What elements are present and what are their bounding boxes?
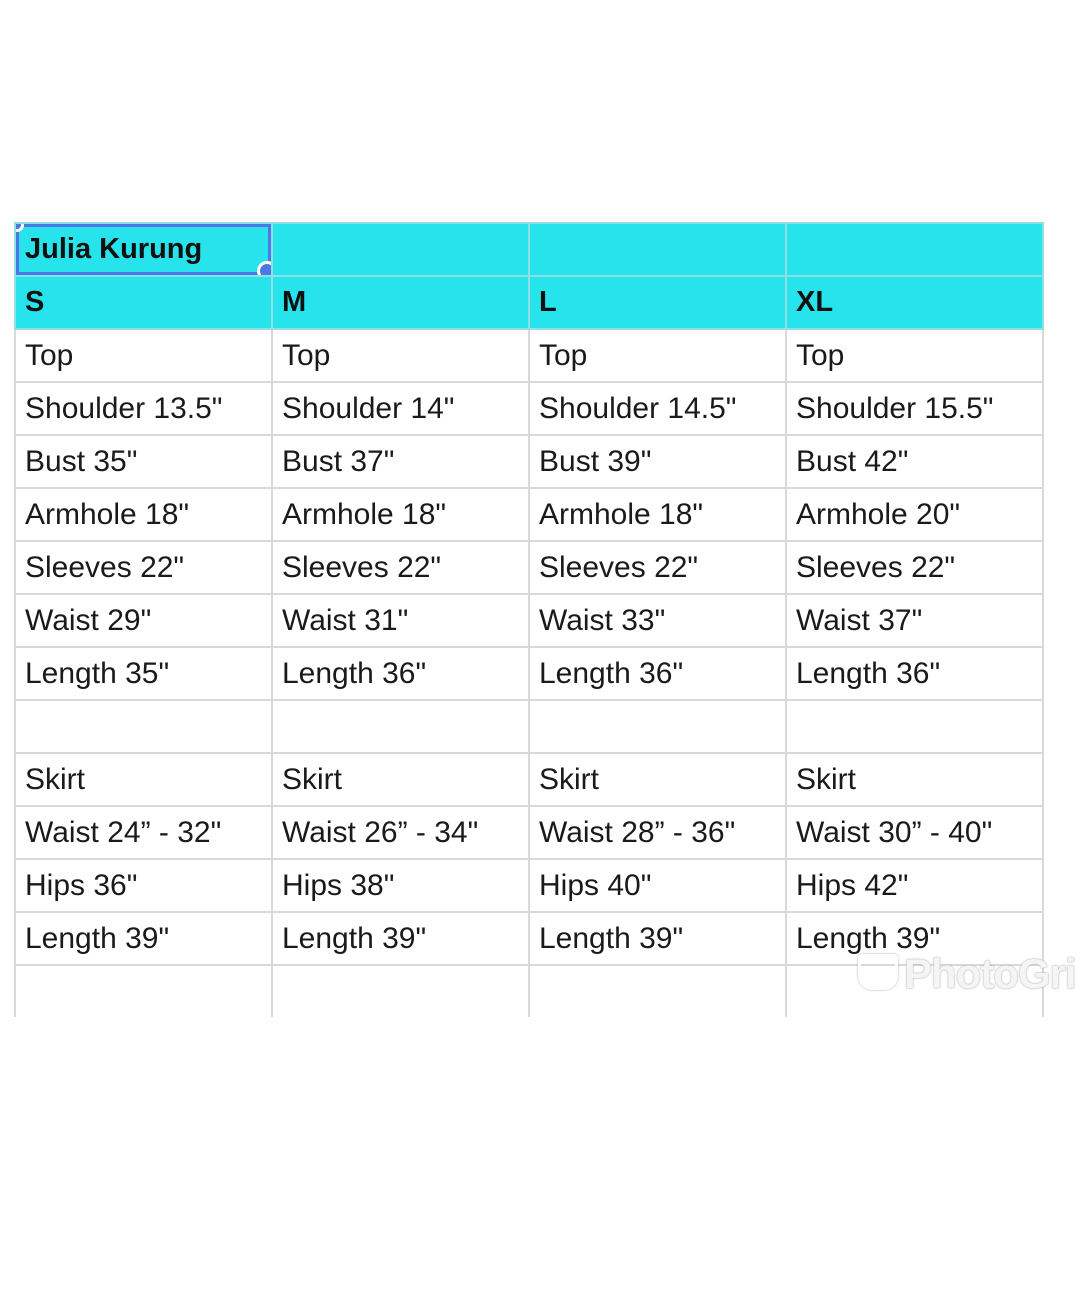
size-header-cell[interactable]: S [15, 276, 272, 329]
table-row [15, 594, 1043, 647]
table-cell[interactable]: Sleeves 22" [529, 541, 786, 594]
header-cell-empty[interactable] [786, 223, 1043, 276]
table-cell[interactable]: Length 39" [529, 912, 786, 965]
table-cell[interactable]: Waist 37" [786, 594, 1043, 647]
table-cell[interactable]: Waist 29" [15, 594, 272, 647]
table-row [15, 329, 1043, 382]
size-header-row [15, 276, 1043, 329]
table-cell[interactable] [272, 700, 529, 753]
title-row [15, 223, 1043, 276]
table-cell[interactable]: Bust 37" [272, 435, 529, 488]
table-row [15, 382, 1043, 435]
table-cell[interactable]: Skirt [15, 753, 272, 806]
table-cell[interactable] [786, 700, 1043, 753]
table-row [15, 806, 1043, 859]
table-cell[interactable]: Waist 33" [529, 594, 786, 647]
table-cell[interactable]: Sleeves 22" [15, 541, 272, 594]
table-cell[interactable]: Top [15, 329, 272, 382]
table-cell[interactable]: Armhole 18" [15, 488, 272, 541]
table-cell[interactable]: Bust 39" [529, 435, 786, 488]
table-cell[interactable]: Top [786, 329, 1043, 382]
table-cell[interactable]: Bust 35" [15, 435, 272, 488]
table-cell[interactable]: Shoulder 14.5" [529, 382, 786, 435]
table-cell[interactable]: Bust 42" [786, 435, 1043, 488]
selection-handle-end[interactable] [257, 261, 272, 276]
title-cell[interactable] [15, 223, 272, 276]
table-cell[interactable]: Length 36" [786, 647, 1043, 700]
selection-handle-start[interactable] [15, 223, 24, 232]
table-cell[interactable]: Shoulder 14" [272, 382, 529, 435]
table-row [15, 541, 1043, 594]
table-cell[interactable]: Waist 28” - 36" [529, 806, 786, 859]
table-cell[interactable]: Shoulder 15.5" [786, 382, 1043, 435]
size-header-cell[interactable]: XL [786, 276, 1043, 329]
table-cell[interactable]: Waist 26” - 34" [272, 806, 529, 859]
table-cell[interactable]: Armhole 18" [272, 488, 529, 541]
header-cell-empty[interactable] [529, 223, 786, 276]
table-cell[interactable]: Length 39" [272, 912, 529, 965]
table-cell[interactable] [272, 965, 529, 1017]
watermark [858, 950, 1076, 998]
table-cell[interactable]: Sleeves 22" [786, 541, 1043, 594]
table-cell[interactable]: Waist 24” - 32" [15, 806, 272, 859]
sheet-title: Julia Kurung [25, 233, 203, 265]
table-cell[interactable]: Shoulder 13.5" [15, 382, 272, 435]
table-cell[interactable]: Length 39" [786, 912, 1043, 965]
table-cell[interactable] [15, 700, 272, 753]
size-header-cell[interactable]: M [272, 276, 529, 329]
table-cell[interactable]: Hips 36" [15, 859, 272, 912]
table-row [15, 753, 1043, 806]
size-header-cell[interactable]: L [529, 276, 786, 329]
size-chart-sheet [14, 222, 1044, 1017]
table-row [15, 488, 1043, 541]
table-cell[interactable]: Sleeves 22" [272, 541, 529, 594]
table-cell[interactable]: Waist 31" [272, 594, 529, 647]
table-cell[interactable]: Length 36" [529, 647, 786, 700]
table-row [15, 859, 1043, 912]
table-cell[interactable]: Top [529, 329, 786, 382]
table-cell[interactable]: Waist 30” - 40" [786, 806, 1043, 859]
table-cell[interactable]: Skirt [786, 753, 1043, 806]
camera-icon [858, 954, 898, 990]
table-row [15, 700, 1043, 753]
table-cell[interactable] [529, 700, 786, 753]
header-cell-empty[interactable] [272, 223, 529, 276]
table-cell[interactable]: Length 36" [272, 647, 529, 700]
table-cell[interactable] [529, 965, 786, 1017]
table-cell[interactable]: Length 39" [15, 912, 272, 965]
table-cell[interactable]: Skirt [529, 753, 786, 806]
table-cell[interactable]: Armhole 20" [786, 488, 1043, 541]
table-row [15, 435, 1043, 488]
table-cell[interactable]: Length 35" [15, 647, 272, 700]
table-cell[interactable]: Armhole 18" [529, 488, 786, 541]
table-cell[interactable]: Top [272, 329, 529, 382]
table-cell[interactable]: Skirt [272, 753, 529, 806]
watermark-text: PhotoGri [904, 950, 1076, 997]
table-row [15, 647, 1043, 700]
table-cell[interactable]: Hips 40" [529, 859, 786, 912]
table-cell[interactable] [15, 965, 272, 1017]
table-cell[interactable]: Hips 38" [272, 859, 529, 912]
table-cell[interactable]: Hips 42" [786, 859, 1043, 912]
